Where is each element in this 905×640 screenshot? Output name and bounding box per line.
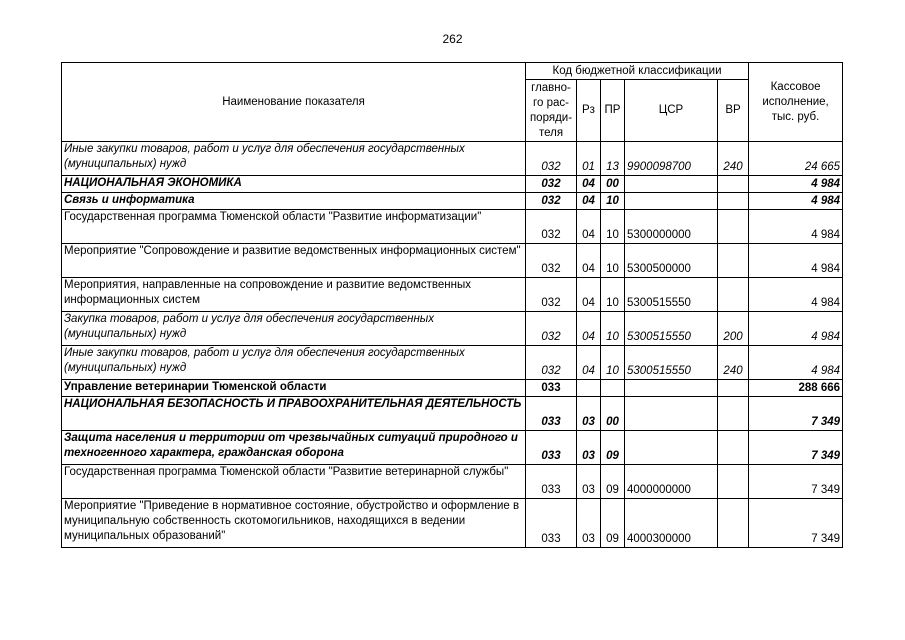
table-row bbox=[62, 142, 843, 176]
row-glava-cell: 032 bbox=[526, 244, 577, 278]
row-amount-cell: 24 665 bbox=[749, 142, 843, 176]
row-amount-cell: 4 984 bbox=[749, 244, 843, 278]
table-row bbox=[62, 397, 843, 431]
row-amount-cell: 4 984 bbox=[749, 210, 843, 244]
row-vr-cell bbox=[718, 193, 749, 210]
row-amount-cell: 4 984 bbox=[749, 193, 843, 210]
row-rz-cell: 03 bbox=[577, 397, 601, 431]
budget-table bbox=[61, 62, 843, 548]
row-glava-cell: 032 bbox=[526, 278, 577, 312]
row-amount-cell: 4 984 bbox=[749, 278, 843, 312]
row-name-cell: Мероприятие "Приведение в нормативное состояние, обустройство и оформление в муниципальную собственность скотомогильников, находящихся в ведении муниципальных образований" bbox=[62, 499, 526, 548]
row-rz-cell: 04 bbox=[577, 278, 601, 312]
row-pr-cell: 09 bbox=[601, 465, 625, 499]
row-pr-cell: 10 bbox=[601, 210, 625, 244]
table-row bbox=[62, 210, 843, 244]
row-amount-cell: 7 349 bbox=[749, 499, 843, 548]
row-pr-cell: 10 bbox=[601, 278, 625, 312]
row-amount-cell: 7 349 bbox=[749, 465, 843, 499]
row-glava-cell: 032 bbox=[526, 142, 577, 176]
row-vr-cell: 240 bbox=[718, 346, 749, 380]
row-vr-cell bbox=[718, 380, 749, 397]
row-vr-cell bbox=[718, 176, 749, 193]
table-row bbox=[62, 380, 843, 397]
row-vr-cell bbox=[718, 499, 749, 548]
row-rz-cell: 04 bbox=[577, 244, 601, 278]
header-classification-group: Код бюджетной классификации bbox=[526, 63, 749, 80]
row-rz-cell: 04 bbox=[577, 176, 601, 193]
row-vr-cell bbox=[718, 465, 749, 499]
row-pr-cell: 00 bbox=[601, 176, 625, 193]
row-glava-cell: 032 bbox=[526, 176, 577, 193]
row-csr-cell: 5300500000 bbox=[625, 244, 718, 278]
row-csr-cell: 5300515550 bbox=[625, 278, 718, 312]
row-vr-cell bbox=[718, 244, 749, 278]
row-csr-cell: 5300000000 bbox=[625, 210, 718, 244]
table-row bbox=[62, 465, 843, 499]
table-row bbox=[62, 193, 843, 210]
table-row bbox=[62, 244, 843, 278]
row-amount-cell: 4 984 bbox=[749, 176, 843, 193]
table-row bbox=[62, 176, 843, 193]
row-pr-cell: 00 bbox=[601, 397, 625, 431]
row-rz-cell bbox=[577, 380, 601, 397]
row-name-cell: НАЦИОНАЛЬНАЯ ЭКОНОМИКА bbox=[62, 176, 526, 193]
row-vr-cell: 200 bbox=[718, 312, 749, 346]
row-glava-cell: 032 bbox=[526, 346, 577, 380]
row-rz-cell: 04 bbox=[577, 210, 601, 244]
row-name-cell: Государственная программа Тюменской области "Развитие информатизации" bbox=[62, 210, 526, 244]
row-rz-cell: 03 bbox=[577, 499, 601, 548]
row-csr-cell: 9900098700 bbox=[625, 142, 718, 176]
header-amount: Кассовое исполнение, тыс. руб. bbox=[749, 63, 843, 142]
row-vr-cell bbox=[718, 210, 749, 244]
row-amount-cell: 288 666 bbox=[749, 380, 843, 397]
header-csr: ЦСР bbox=[625, 80, 718, 142]
page-number: 262 bbox=[442, 32, 463, 46]
row-pr-cell: 10 bbox=[601, 244, 625, 278]
row-name-cell: Мероприятие "Сопровождение и развитие ведомственных информационных систем" bbox=[62, 244, 526, 278]
row-name-cell: Защита населения и территории от чрезвычайных ситуаций природного и техногенного характера, гражданская оборона bbox=[62, 431, 526, 465]
row-name-cell: Иные закупки товаров, работ и услуг для обеспечения государственных (муниципальных) нужд bbox=[62, 142, 526, 176]
row-pr-cell: 10 bbox=[601, 193, 625, 210]
row-pr-cell: 13 bbox=[601, 142, 625, 176]
header-name: Наименование показателя bbox=[62, 63, 526, 142]
row-vr-cell bbox=[718, 431, 749, 465]
row-rz-cell: 03 bbox=[577, 465, 601, 499]
row-csr-cell bbox=[625, 431, 718, 465]
row-glava-cell: 033 bbox=[526, 499, 577, 548]
row-glava-cell: 033 bbox=[526, 431, 577, 465]
row-glava-cell: 032 bbox=[526, 210, 577, 244]
row-csr-cell bbox=[625, 176, 718, 193]
table-row bbox=[62, 278, 843, 312]
row-rz-cell: 04 bbox=[577, 312, 601, 346]
table-row bbox=[62, 499, 843, 548]
row-vr-cell: 240 bbox=[718, 142, 749, 176]
row-pr-cell: 09 bbox=[601, 499, 625, 548]
header-pr: ПР bbox=[601, 80, 625, 142]
row-pr-cell bbox=[601, 380, 625, 397]
row-glava-cell: 033 bbox=[526, 465, 577, 499]
row-pr-cell: 10 bbox=[601, 346, 625, 380]
table-row bbox=[62, 346, 843, 380]
row-name-cell: Управление ветеринарии Тюменской области bbox=[62, 380, 526, 397]
row-amount-cell: 7 349 bbox=[749, 431, 843, 465]
row-rz-cell: 01 bbox=[577, 142, 601, 176]
row-amount-cell: 4 984 bbox=[749, 312, 843, 346]
row-glava-cell: 032 bbox=[526, 312, 577, 346]
row-amount-cell: 4 984 bbox=[749, 346, 843, 380]
row-csr-cell bbox=[625, 193, 718, 210]
table-header bbox=[62, 63, 843, 142]
row-name-cell: Закупка товаров, работ и услуг для обеспечения государственных (муниципальных) нужд bbox=[62, 312, 526, 346]
row-rz-cell: 04 bbox=[577, 346, 601, 380]
row-glava-cell: 033 bbox=[526, 397, 577, 431]
row-csr-cell bbox=[625, 397, 718, 431]
row-name-cell: Государственная программа Тюменской области "Развитие ветеринарной службы" bbox=[62, 465, 526, 499]
row-csr-cell bbox=[625, 380, 718, 397]
header-rz: Рз bbox=[577, 80, 601, 142]
row-csr-cell: 5300515550 bbox=[625, 346, 718, 380]
row-vr-cell bbox=[718, 397, 749, 431]
row-vr-cell bbox=[718, 278, 749, 312]
row-glava-cell: 033 bbox=[526, 380, 577, 397]
table-row bbox=[62, 312, 843, 346]
row-name-cell: Иные закупки товаров, работ и услуг для обеспечения государственных (муниципальных) нужд bbox=[62, 346, 526, 380]
row-name-cell: Мероприятия, направленные на сопровождение и развитие ведомственных информационных систем bbox=[62, 278, 526, 312]
row-csr-cell: 5300515550 bbox=[625, 312, 718, 346]
row-pr-cell: 10 bbox=[601, 312, 625, 346]
row-name-cell: Связь и информатика bbox=[62, 193, 526, 210]
row-pr-cell: 09 bbox=[601, 431, 625, 465]
header-glava: главно-го рас-поряди-теля bbox=[526, 80, 577, 142]
row-name-cell: НАЦИОНАЛЬНАЯ БЕЗОПАСНОСТЬ И ПРАВООХРАНИТЕЛЬНАЯ ДЕЯТЕЛЬНОСТЬ bbox=[62, 397, 526, 431]
row-csr-cell: 4000000000 bbox=[625, 465, 718, 499]
header-vr: ВР bbox=[718, 80, 749, 142]
row-amount-cell: 7 349 bbox=[749, 397, 843, 431]
row-csr-cell: 4000300000 bbox=[625, 499, 718, 548]
row-rz-cell: 04 bbox=[577, 193, 601, 210]
row-glava-cell: 032 bbox=[526, 193, 577, 210]
row-rz-cell: 03 bbox=[577, 431, 601, 465]
table-row bbox=[62, 431, 843, 465]
table-body bbox=[62, 142, 843, 548]
